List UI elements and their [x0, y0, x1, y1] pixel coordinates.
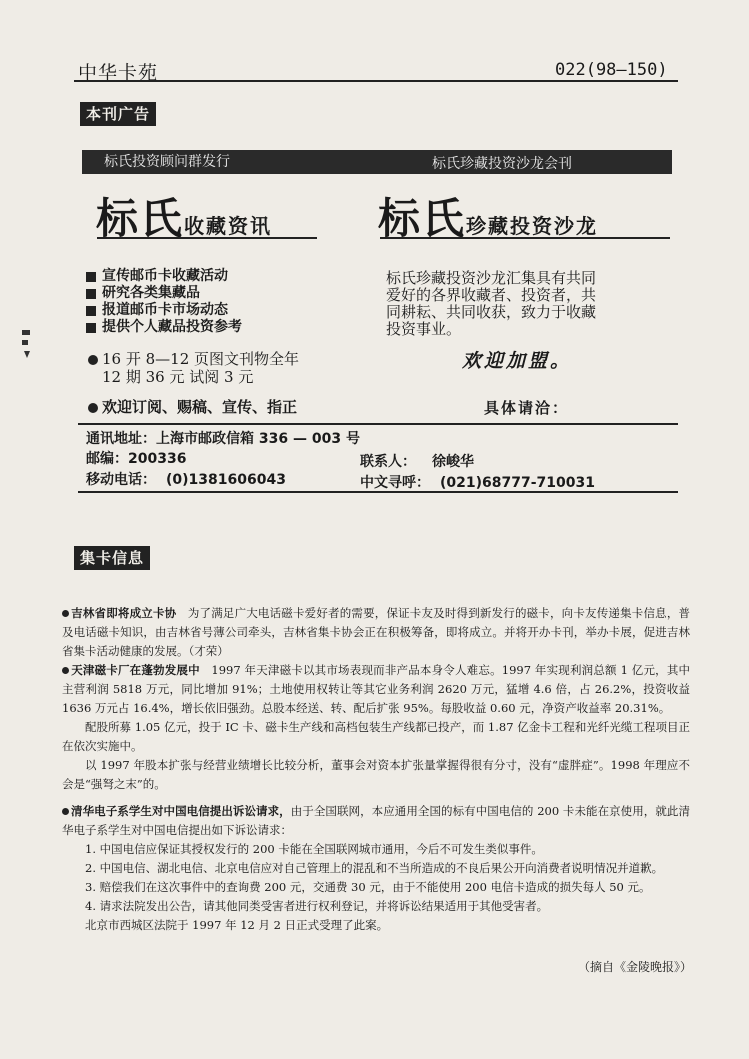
salon-intro: 标氏珍藏投资沙龙汇集具有共同 爱好的各界收藏者、投资者，共 同耕耘、共同收获，致力于收藏 投资事业。 [386, 269, 597, 338]
inquire-text: 具体请洽： [484, 399, 570, 417]
schedule: 16 开 8—12 页图文刊物全年 12 期 36 元 试阅 3 元 [88, 350, 299, 386]
contact-rule-bottom [78, 491, 678, 493]
source-note: （摘自《金陵晚报》） [578, 960, 693, 974]
ad-banner-right: 标氏珍藏投资沙龙会刊 [432, 156, 572, 172]
brand2-name: 标氏 [378, 194, 467, 243]
welcome-text: 欢迎加盟。 [462, 350, 573, 372]
contact-row: 联系人： 徐峻华 [360, 454, 474, 470]
feature-list [86, 268, 242, 336]
ad-section-tag: 本刊广告 [80, 102, 156, 126]
bullet-dot-icon [62, 667, 69, 674]
subscribe-text: 欢迎订阅、赐稿、宣传、指正 [88, 396, 297, 417]
ad-banner-left: 标氏投资顾问群发行 [104, 154, 230, 170]
margin-mark [22, 330, 30, 335]
news-item-tsinghua: 清华电子系学生对中国电信提出诉讼请求，由于全国联网，本应通用全国的标有中国电信的 200 卡未能在京使用，就此清华电子系学生对中国电信提出如下诉讼请求： 1. 中国电信应保证其授权发行的 200 卡能在全国联网城市通用，今后不可发生类似事件。 2. 中国电信、湖北电信、北京电信应对自己管理上的混乱和不当所造成的不良后果公开向消费者说明情况并道歉。 3. 赔偿我们在这次事件中的查询费 200 元，交通费 30 元，由于不能使用 200 电信卡造成的损失每人 50 元。 4. 请求法院发出公告，请其他同类受害者进行权利登记，并将诉讼结果适用于其他受害者。 北京市西城区法院于 1997 年 12 月 2 日正式受理了此案。 [62, 804, 690, 932]
bullet-dot-icon [62, 610, 69, 617]
issue-number: 022(98—150) [555, 60, 668, 80]
header-rule [74, 80, 678, 82]
news-item-tianjin: 天津磁卡厂在蓬勃发展中 1997 年天津磁卡以其市场表现而非产品本身令人难忘。1997 年实现利润总额 1 亿元，其中主营利润 5818 万元，同比增加 91%；土地使用权转让等其它业务利润 2620 万元，猛增 4.6 倍，占 26.2%，投资收益 1636 万元占 16.4%，增长依旧强劲。总股本经送、转、配后扩张 95%。每股收益 0.60 元，净资产收益率 20.31%。 配股所募 1.05 亿元，投于 IC 卡、磁卡生产线和高档包装生产线都已投产，而 1.87 亿金卡工程和光纤光缆工程项目正在依次实施中。 以 1997 年股本扩张与经营业绩增长比较分析，董事会对资本扩张量掌握得很有分寸，没有“虚胖症”。1998 年理应不会是“强弩之末”的。 [62, 663, 691, 791]
address-row: 通讯地址：上海市邮政信箱 336 — 003 号 [86, 431, 360, 447]
pager-row: 中文寻呼： (021)68777-710031 [360, 475, 595, 491]
bullet-dot-icon [62, 808, 69, 815]
square-bullet-icon [86, 272, 96, 282]
brand1-underline [97, 237, 317, 239]
feature-item: 提供个人藏品投资参考 [86, 319, 242, 336]
square-bullet-icon [86, 306, 96, 316]
contact-rule-top [78, 423, 678, 425]
brand2-subtitle: 珍藏投资沙龙 [466, 214, 599, 238]
square-bullet-icon [86, 323, 96, 333]
postcode-row: 邮编：200336 [86, 451, 187, 467]
margin-arrow-icon [24, 351, 30, 358]
feature-item: 研究各类集藏品 [86, 285, 242, 302]
brand1-name: 标氏 [96, 194, 185, 243]
square-bullet-icon [86, 289, 96, 299]
bullet-dot-icon [88, 355, 98, 365]
brand2-underline [380, 237, 670, 239]
mobile-row: 移动电话： (0)1381606043 [86, 472, 286, 488]
bullet-dot-icon [88, 403, 98, 413]
header-title: 中华卡苑 [78, 62, 159, 84]
brand1-subtitle: 收藏资讯 [184, 214, 273, 238]
feature-item: 宣传邮币卡收藏活动 [86, 268, 242, 285]
news-section-tag: 集卡信息 [74, 546, 150, 570]
margin-mark [22, 340, 28, 345]
feature-item: 报道邮币卡市场动态 [86, 302, 242, 319]
news-item-jilin: 吉林省即将成立卡协 为了满足广大电话磁卡爱好者的需要，保证卡友及时得到新发行的磁卡，向卡友传递集卡信息，普及电话磁卡知识，由吉林省号薄公司牵头，吉林省集卡协会正在积极筹备，即将成立。并将开办卡刊，举办卡展，促进吉林省集卡活动健康的发展。（才荣） [62, 606, 690, 658]
